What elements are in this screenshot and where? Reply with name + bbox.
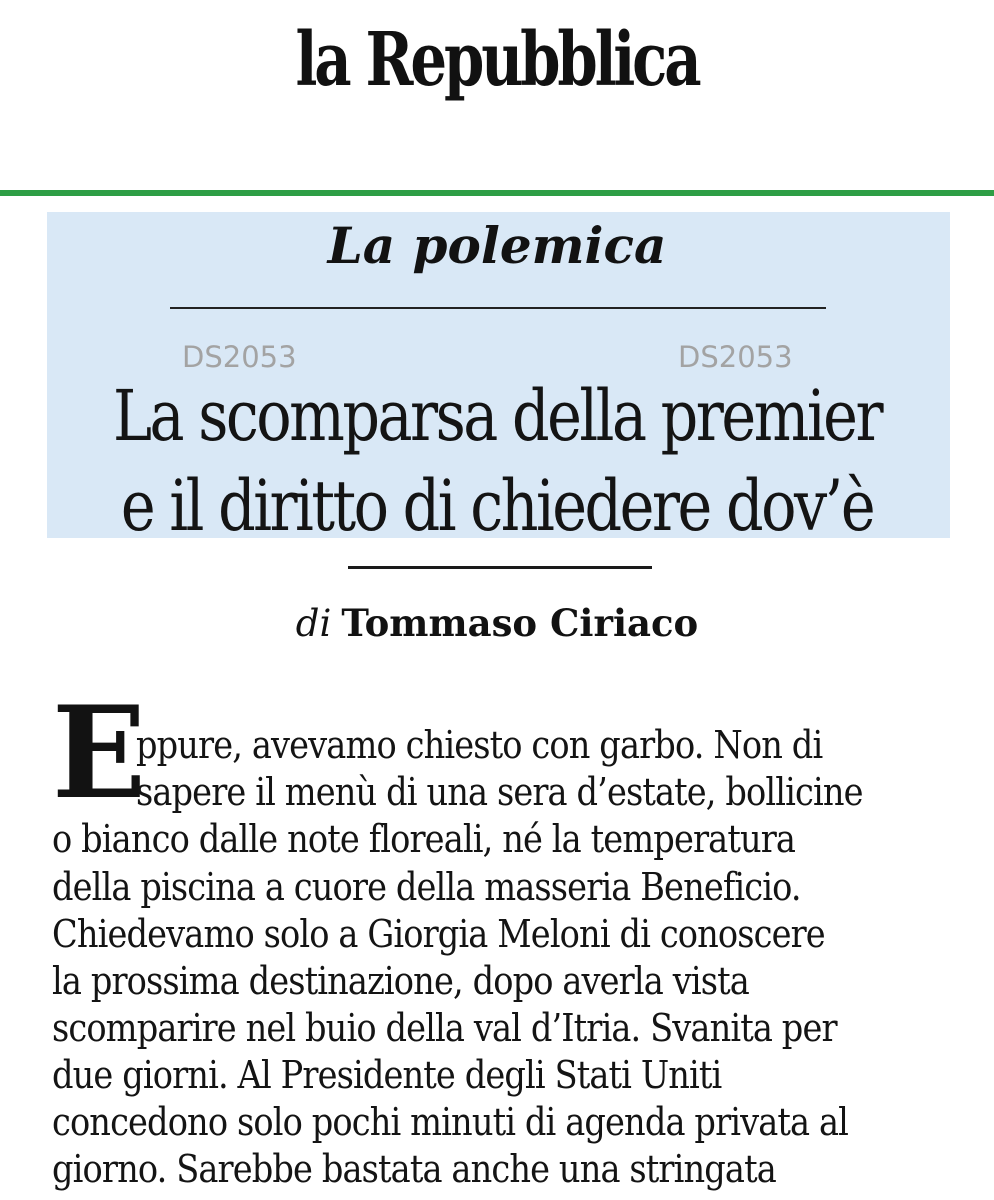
body-line: due giorni. Al Presidente degli Stati Uniti — [52, 1053, 722, 1097]
section-kicker: La polemica — [327, 216, 667, 275]
body-line: ppure, avevamo chiesto con garbo. Non di — [136, 723, 823, 767]
byline-divider — [348, 566, 652, 569]
byline-author: Tommaso Ciriaco — [341, 601, 699, 645]
kicker-divider — [170, 307, 826, 309]
watermark-left: DS2053 — [182, 340, 297, 374]
body-line: la prossima destinazione, dopo averla vista — [52, 959, 749, 1003]
body-line: della piscina a cuore della masseria Beneficio. — [52, 865, 801, 909]
body-line: o bianco dalle note floreali, né la temperatura — [52, 817, 796, 861]
body-line: concedono solo pochi minuti di agenda privata al — [52, 1100, 849, 1144]
headline-line-2: e il diritto di chiedere dov’è — [120, 465, 874, 547]
drop-cap: E — [52, 679, 147, 827]
headline-line-1: La scomparsa della premier — [112, 375, 882, 457]
body-line: scomparire nel buio della val d’Itria. Svanita per — [52, 1006, 837, 1050]
byline-prefix: di — [295, 602, 332, 645]
byline — [0, 600, 994, 647]
masthead-divider — [0, 190, 994, 196]
body-line: sapere il menù di una sera d’estate, bollicine — [136, 770, 863, 814]
watermark-right: DS2053 — [678, 340, 793, 374]
body-line: Chiedevamo solo a Giorgia Meloni di conoscere — [52, 912, 825, 956]
masthead-logo: la Repubblica — [295, 17, 699, 103]
body-line: giorno. Sarebbe bastata anche una stringata — [52, 1147, 776, 1191]
